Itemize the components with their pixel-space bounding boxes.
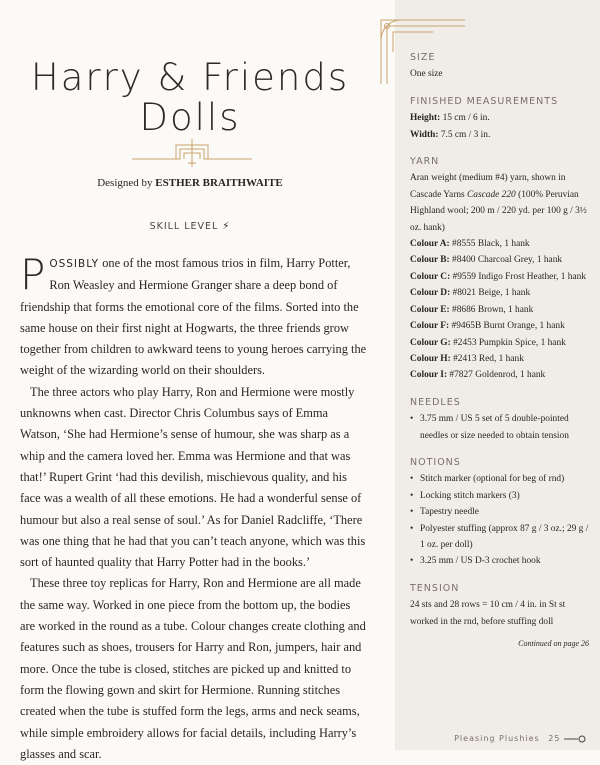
colour-row: [410, 367, 595, 383]
paragraph-1-text: one of the most famous trios in film, Harry Potter, Ron Weasley and Hermione Granger share a deep bond of friendship that forms the emotional core of the films. Sorted into the same house on their first night at Hogwarts, the three friends grow together from children to awkward teens to young heroes carrying the weight of the wizarding world on their shoulders.: [20, 256, 367, 378]
colour-value: #8555 Black, 1 hank: [452, 239, 530, 250]
colour-value: #9465B Burnt Orange, 1 hank: [451, 321, 565, 332]
needles-section: [410, 395, 595, 444]
yarn-heading: YARN: [410, 156, 440, 168]
yarn-intro-details: (100% Peruvian Highland wool; 200 m / 220 yd. per 100 g / 3½ oz. hank): [410, 189, 587, 233]
footer-ornament-icon: [564, 735, 586, 743]
colour-label: Colour C:: [410, 271, 451, 282]
notions-section: [410, 455, 595, 570]
width-row: [410, 127, 595, 143]
list-item: • 3.25 mm / US D-3 crochet hook: [410, 553, 595, 569]
colour-label: Colour I:: [410, 370, 448, 381]
size-heading: SIZE: [410, 52, 436, 63]
notions-heading: NOTIONS: [410, 456, 461, 468]
colour-label: Colour G:: [410, 337, 451, 348]
colour-label: Colour F:: [410, 321, 450, 332]
colour-row: [410, 285, 595, 301]
art-deco-divider-ornament: [132, 137, 252, 169]
title-line-1: Harry & Friends: [30, 56, 350, 99]
continued-note: Continued on page 26: [518, 639, 589, 648]
colour-row: [410, 335, 595, 351]
yarn-section: [410, 154, 595, 384]
paragraph-3: These three toy replicas for Harry, Ron and Hermione are all made the same way. Worked in one piece from the bottom up, the bodies are worked in the round as a tube. Colour changes create clothing and features such as shoes, trousers for Harry and Ron, jumpers, hair and more. Once the tube is closed, stitches are picked up and knitted to form the flowing gown and skirt for Hermione. Running stitches created when the tube is stuffed form the legs, arms and neck seams, while simple embroidery allows for facial details, including Harry’s glasses and scar.: [20, 576, 366, 761]
colour-label: Colour A:: [410, 239, 450, 250]
tension-text: 24 sts and 28 rows = 10 cm / 4 in. in St st worked in the rnd, before stuffing doll: [410, 600, 566, 627]
yarn-name: Cascade 220: [467, 189, 516, 200]
finished-measurements-section: [410, 94, 595, 143]
body-text: [20, 250, 367, 765]
needles-heading: NEEDLES: [410, 396, 461, 408]
lead-in-word: OSSIBLY: [49, 258, 100, 270]
yarn-intro: [410, 170, 595, 236]
list-item: • Polyester stuffing (approx 87 g / 3 oz.; 29 g / 1 oz. per doll): [410, 521, 595, 554]
paragraph-2: The three actors who play Harry, Ron and Hermione were mostly unknowns when cast. Director Chris Columbus says of Emma Watson, ‘She had Hermione’s sense of humour, she was sharp as a whip and the camera loved her. Emma was Hermione and that was that!’ Rupert Grint ‘had this devilish, mischievous quality, and his face was a wealth of all these emotions. He had a wonderful sense of humour but also a real sense of soul.’ As for Daniel Radcliffe, ‘There was one thing that he had that you can’t teach anyone, which was this sort of haunted quality that Harry Potter had in the books.’: [20, 384, 366, 570]
list-item: • 3.75 mm / US 5 set of 5 double-pointed needles or size needed to obtain tension: [410, 411, 595, 444]
colour-row: [410, 236, 595, 252]
colour-label: Colour E:: [410, 304, 450, 315]
height-value: 15 cm / 6 in.: [442, 113, 490, 124]
width-label: Width:: [410, 129, 439, 140]
colour-row: [410, 269, 595, 285]
colour-value: #9559 Indigo Frost Heather, 1 hank: [452, 271, 587, 282]
colour-value: #8021 Beige, 1 hank: [452, 288, 531, 299]
colour-value: #2453 Pumpkin Spice, 1 hank: [453, 337, 566, 348]
title-line-2: Dolls: [139, 96, 241, 139]
skill-level: [0, 221, 380, 232]
height-row: [410, 110, 595, 126]
designer-name: ESTHER BRAITHWAITE: [155, 177, 283, 189]
page-footer: [454, 734, 586, 743]
colour-row: [410, 252, 595, 268]
colour-row: [410, 302, 595, 318]
list-item: • Tapestry needle: [410, 504, 595, 520]
colour-value: #7827 Goldenrod, 1 hank: [449, 370, 546, 381]
size-value: One size: [410, 69, 443, 80]
height-label: Height:: [410, 113, 441, 124]
list-item: • Stitch marker (optional for beg of rnd): [410, 471, 595, 487]
colour-label: Colour H:: [410, 353, 451, 364]
colour-value: #8400 Charcoal Grey, 1 hank: [452, 255, 563, 266]
footer-section-title: Pleasing Plushies: [454, 734, 540, 743]
page-number: 25: [548, 734, 561, 743]
size-section: [410, 50, 595, 83]
list-item: • Locking stitch markers (3): [410, 488, 595, 504]
tension-section: [410, 581, 595, 630]
colour-label: Colour D:: [410, 288, 451, 299]
designer-credit: [0, 177, 380, 189]
colour-value: #2413 Red, 1 hank: [453, 353, 524, 364]
skill-level-label: SKILL LEVEL: [149, 221, 219, 232]
colour-label: Colour B:: [410, 255, 450, 266]
colour-row: [410, 351, 595, 367]
paragraph-1: [20, 250, 367, 382]
pattern-info: [410, 50, 595, 652]
yarn-intro-text: Aran weight (medium #4) yarn, shown in Cascade Yarns: [410, 173, 566, 200]
tension-heading: TENSION: [410, 582, 460, 594]
colour-value: #8686 Brown, 1 hank: [452, 304, 534, 315]
lightning-bolt-icon: ⚡: [222, 221, 231, 232]
width-value: 7.5 cm / 3 in.: [440, 129, 491, 140]
designed-by-prefix: Designed by: [97, 177, 153, 189]
drop-cap: P: [20, 250, 46, 299]
finished-measurements-heading: FINISHED MEASUREMENTS: [410, 95, 559, 107]
colour-row: [410, 318, 595, 334]
